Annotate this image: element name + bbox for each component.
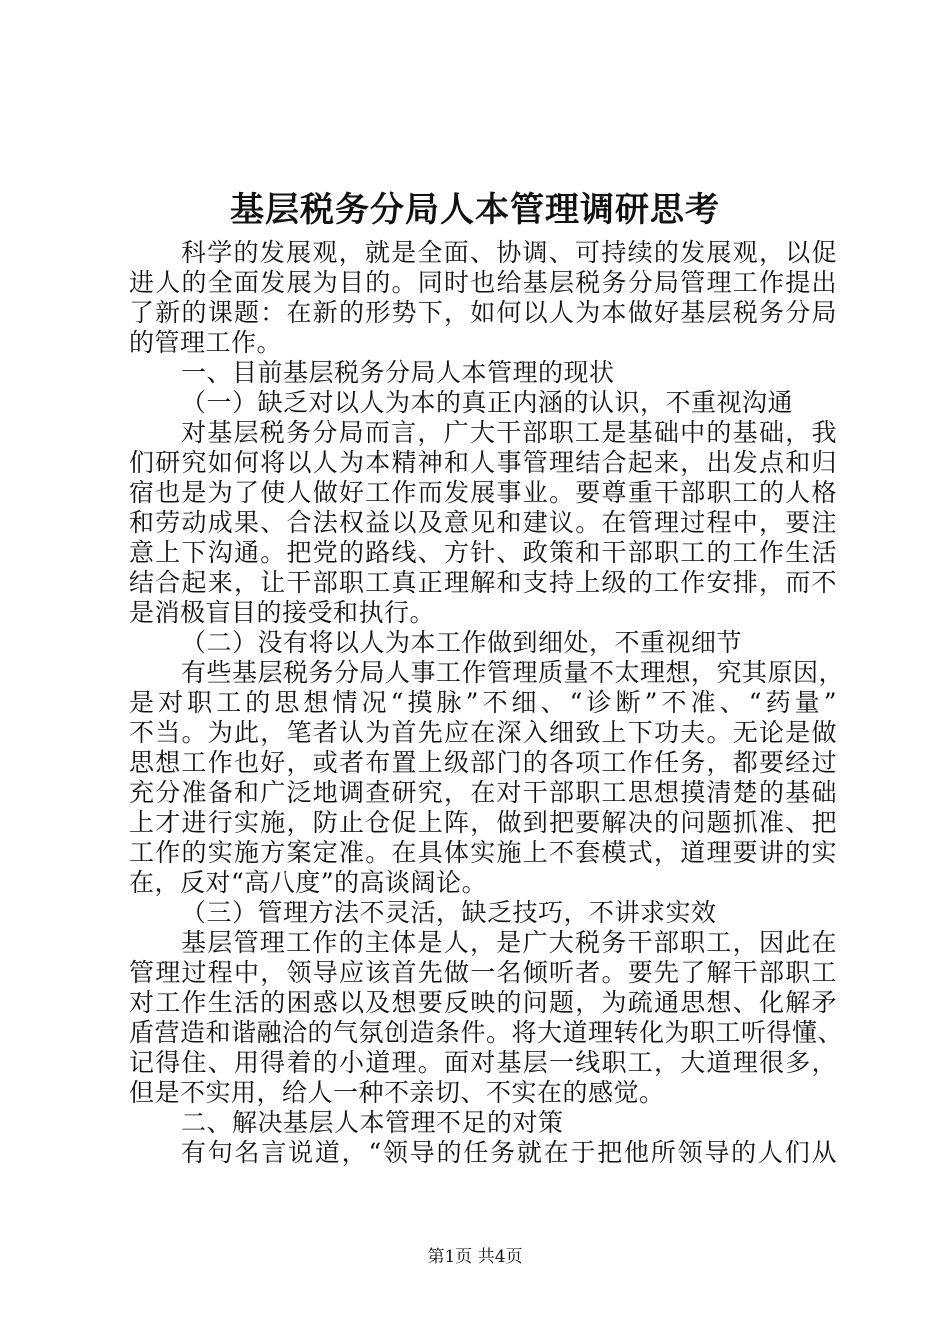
paragraph-line: 但是不实用，给人一种不亲切、不实在的感觉。 (129, 1078, 665, 1107)
paragraph-line: 们研究如何将以人为本精神和人事管理结合起来，出发点和归 (129, 448, 837, 477)
paragraph-line: 有些基层税务分局人事工作管理质量不太理想，究其原因， (181, 658, 845, 687)
subsection-heading: （三）管理方法不灵活，缺乏技巧，不讲求实效 (181, 898, 717, 927)
document-body (129, 238, 845, 1168)
paragraph-line: 意上下沟通。把党的路线、方针、政策和干部职工的工作生活 (129, 538, 837, 567)
paragraph-line: 对基层税务分局而言，广大干部职工是基础中的基础，我 (181, 418, 837, 447)
paragraph-line: 有句名言说道，“领导的任务就在于把他所领导的人们从 (181, 1138, 837, 1167)
paragraph-line: 对工作生活的困惑以及想要反映的问题，为疏通思想、化解矛 (129, 988, 837, 1017)
paragraph-line: 不当。为此，笔者认为首先应在深入细致上下功夫。无论是做 (129, 718, 837, 747)
paragraph-line: 进人的全面发展为目的。同时也给基层税务分局管理工作提出 (129, 268, 837, 297)
paragraph-line: 充分准备和广泛地调查研究，在对干部职工思想摸清楚的基础 (129, 778, 837, 807)
paragraph-line: 了新的课题：在新的形势下，如何以人为本做好基层税务分局 (129, 298, 837, 327)
paragraph-line: 管理过程中，领导应该首先做一名倾听者。要先了解干部职工 (129, 958, 837, 987)
paragraph-line: 是消极盲目的接受和执行。 (129, 598, 436, 627)
paragraph-line: 基层管理工作的主体是人，是广大税务干部职工，因此在 (181, 928, 837, 957)
paragraph-line: 的管理工作。 (129, 328, 283, 357)
subsection-heading: （二）没有将以人为本工作做到细处，不重视细节 (181, 628, 743, 657)
section-heading: 二、解决基层人本管理不足的对策 (181, 1108, 564, 1137)
paragraph-line: 是对职工的思想情况“摸脉”不细、“诊断”不准、“药量” (129, 688, 837, 717)
subsection-heading: （一）缺乏对以人为本的真正内涵的认识，不重视沟通 (181, 388, 794, 417)
paragraph-line: 在，反对“高八度”的高谈阔论。 (129, 868, 488, 897)
paragraph-line: 上才进行实施，防止仓促上阵，做到把要解决的问题抓准、把 (129, 808, 837, 837)
paragraph-line: 盾营造和谐融洽的气氛创造条件。将大道理转化为职工听得懂、 (129, 1018, 844, 1047)
paragraph-line: 记得住、用得着的小道理。面对基层一线职工，大道理很多， (129, 1048, 837, 1077)
paragraph-line: 工作的实施方案定准。在具体实施上不套模式，道理要讲的实 (129, 838, 837, 867)
paragraph-line: 宿也是为了使人做好工作而发展事业。要尊重干部职工的人格 (129, 478, 837, 507)
paragraph-line: 科学的发展观，就是全面、协调、可持续的发展观，以促 (181, 238, 837, 267)
paragraph-line: 结合起来，让干部职工真正理解和支持上级的工作安排，而不 (129, 568, 837, 597)
section-heading: 一、目前基层税务分局人本管理的现状 (181, 358, 615, 387)
paragraph-line: 思想工作也好，或者布置上级部门的各项工作任务，都要经过 (129, 748, 837, 777)
document-title: 基层税务分局人本管理调研思考 (230, 190, 720, 230)
paragraph-line: 和劳动成果、合法权益以及意见和建议。在管理过程中，要注 (129, 508, 837, 537)
page-number-footer: 第1页 共4页 (427, 1247, 523, 1267)
